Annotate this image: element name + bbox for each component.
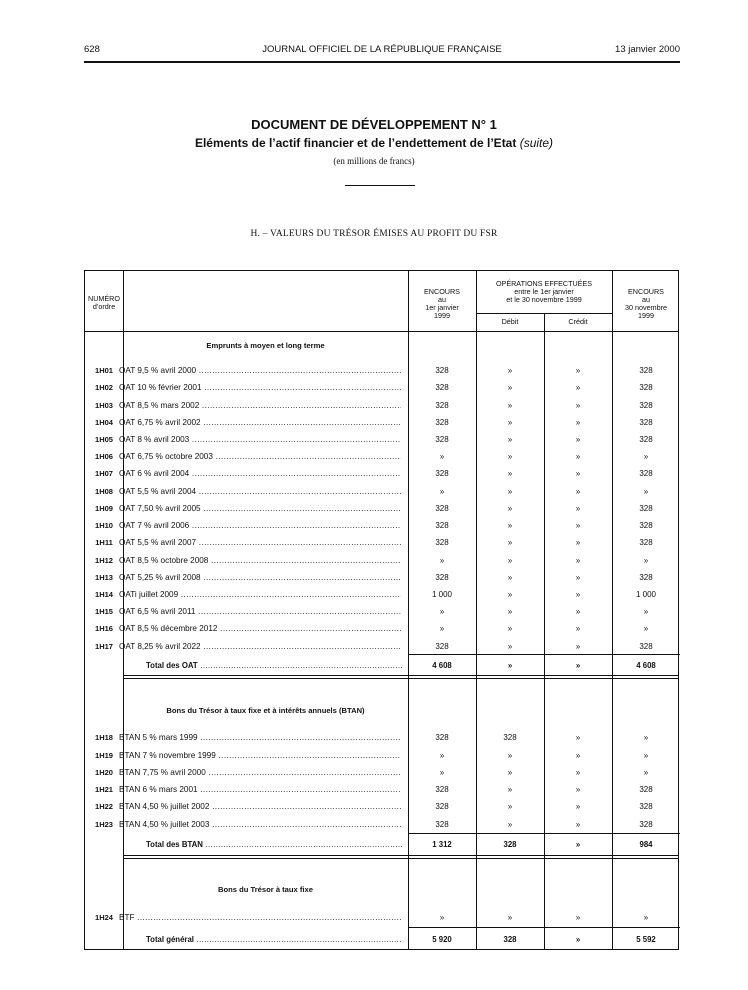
- credit-value: »: [575, 383, 581, 392]
- credit-value: »: [575, 366, 581, 375]
- row-number: 1H12: [95, 556, 113, 565]
- table-row: [85, 642, 680, 659]
- debit-value: »: [507, 504, 513, 513]
- table-row: [85, 401, 680, 418]
- header-encours-start: [408, 288, 476, 320]
- row-label: OAT 8,5 % octobre 2008 .....: [119, 556, 401, 565]
- table-row: [85, 521, 680, 538]
- encours-end-value: »: [643, 733, 649, 742]
- treasury-table: [84, 270, 679, 950]
- encours-end-value: 328: [639, 521, 653, 530]
- debit-value: »: [507, 590, 513, 599]
- encours-start-value: 328: [435, 418, 449, 427]
- encours-start-value: »: [439, 913, 445, 922]
- debit-value: »: [507, 538, 513, 547]
- encours-start-value: »: [439, 556, 445, 565]
- row-label: OAT 9,5 % avril 2000 .....: [119, 366, 401, 375]
- total-credit: »: [575, 840, 581, 849]
- table-row: [85, 504, 680, 521]
- debit-value: »: [507, 469, 513, 478]
- row-label: OAT 6,75 % avril 2002 .....: [119, 418, 401, 427]
- encours-end-value: »: [643, 624, 649, 633]
- table-row: [85, 751, 680, 768]
- encours-start-value: 328: [435, 366, 449, 375]
- encours-end-value: 328: [639, 418, 653, 427]
- header-numero: [85, 295, 123, 311]
- total-label: Total des OAT .....: [146, 661, 402, 670]
- debit-value: »: [507, 383, 513, 392]
- total-label: Total général .....: [146, 935, 402, 944]
- table-row: [85, 435, 680, 452]
- encours-start-value: 328: [435, 469, 449, 478]
- row-label: BTAN 4,50 % juillet 2002 .....: [119, 802, 401, 811]
- header-encours-end-l4: 1999: [638, 311, 654, 320]
- table-row: [85, 624, 680, 641]
- row-number: 1H16: [95, 624, 113, 633]
- header-numero-line1: NUMÉRO: [88, 294, 120, 303]
- credit-value: »: [575, 487, 581, 496]
- encours-start-value: »: [439, 624, 445, 633]
- total-debit: 328: [503, 840, 517, 849]
- row-number: 1H18: [95, 733, 113, 742]
- credit-value: »: [575, 573, 581, 582]
- encours-start-value: »: [439, 607, 445, 616]
- encours-start-value: 328: [435, 820, 449, 829]
- group-separator: [123, 858, 678, 859]
- encours-end-value: »: [643, 452, 649, 461]
- encours-start-value: 328: [435, 383, 449, 392]
- group-title: Bons du Trésor à taux fixe: [218, 885, 313, 894]
- header-credit: Crédit: [568, 317, 588, 326]
- encours-end-value: 328: [639, 573, 653, 582]
- row-number: 1H06: [95, 452, 113, 461]
- encours-end-value: »: [643, 487, 649, 496]
- debit-value: »: [507, 802, 513, 811]
- credit-value: »: [575, 435, 581, 444]
- row-label: BTAN 6 % mars 2001 .....: [119, 785, 401, 794]
- total-rule: [408, 654, 680, 655]
- row-label: OAT 6,5 % avril 2011 .....: [119, 607, 401, 616]
- row-label: OAT 8,5 % mars 2002 .....: [119, 401, 401, 410]
- row-label: OAT 5,25 % avril 2008 .....: [119, 573, 401, 582]
- debit-value: »: [507, 418, 513, 427]
- header-encours-end-l2: au: [642, 295, 650, 304]
- credit-value: »: [575, 469, 581, 478]
- debit-value: »: [507, 487, 513, 496]
- encours-end-value: 328: [639, 538, 653, 547]
- total-debit: »: [507, 661, 513, 670]
- subtitle-suffix: (suite): [519, 136, 554, 150]
- encours-start-value: »: [439, 751, 445, 760]
- title-divider: [345, 185, 415, 186]
- encours-start-value: »: [439, 487, 445, 496]
- total-row: [85, 935, 680, 952]
- header-encours-end-l3: 30 novembre: [625, 303, 667, 312]
- total-credit: »: [575, 661, 581, 670]
- encours-end-value: »: [643, 751, 649, 760]
- row-label: OAT 8,5 % décembre 2012 .....: [119, 624, 401, 633]
- credit-value: »: [575, 642, 581, 651]
- encours-end-value: »: [643, 913, 649, 922]
- table-row: [85, 452, 680, 469]
- credit-value: »: [575, 751, 581, 760]
- credit-value: »: [575, 802, 581, 811]
- row-number: 1H03: [95, 401, 113, 410]
- encours-end-value: 328: [639, 820, 653, 829]
- total-debit: 328: [503, 935, 517, 944]
- group-separator: [123, 855, 678, 856]
- table-row: [85, 590, 680, 607]
- encours-end-value: 328: [639, 469, 653, 478]
- debit-value: »: [507, 768, 513, 777]
- table-row: [85, 538, 680, 555]
- credit-value: »: [575, 607, 581, 616]
- encours-end-value: 328: [639, 785, 653, 794]
- debit-value: »: [507, 607, 513, 616]
- encours-start-value: 1 000: [431, 590, 453, 599]
- debit-value: »: [507, 751, 513, 760]
- table-row: [85, 366, 680, 383]
- credit-value: »: [575, 418, 581, 427]
- encours-start-value: »: [439, 452, 445, 461]
- encours-start-value: 328: [435, 785, 449, 794]
- encours-end-value: 328: [639, 401, 653, 410]
- credit-value: »: [575, 590, 581, 599]
- table-row: [85, 820, 680, 837]
- row-number: 1H21: [95, 785, 113, 794]
- row-number: 1H01: [95, 366, 113, 375]
- row-label: BTAN 7 % novembre 1999 .....: [119, 751, 401, 760]
- debit-value: »: [507, 401, 513, 410]
- table-row: [85, 383, 680, 400]
- subtitle-text: Eléments de l’actif financier et de l’endettement de l’Etat: [194, 136, 517, 150]
- row-number: 1H14: [95, 590, 113, 599]
- table-row: [85, 573, 680, 590]
- debit-value: »: [507, 521, 513, 530]
- table-row: [85, 487, 680, 504]
- debit-value: »: [507, 366, 513, 375]
- row-label: OAT 8,25 % avril 2022 .....: [119, 642, 401, 651]
- total-rule: [408, 927, 680, 928]
- document-title: DOCUMENT DE DÉVELOPPEMENT N° 1: [251, 117, 497, 132]
- encours-start-value: 328: [435, 573, 449, 582]
- total-encours-end: 984: [639, 840, 653, 849]
- header-operations-l2: entre le 1er janvier: [514, 287, 574, 296]
- header-encours-start-l2: au: [438, 295, 446, 304]
- total-rule: [408, 833, 680, 834]
- debit-value: 328: [503, 733, 517, 742]
- row-number: 1H22: [95, 802, 113, 811]
- header-operations: [476, 280, 612, 304]
- row-number: 1H07: [95, 469, 113, 478]
- row-number: 1H17: [95, 642, 113, 651]
- row-number: 1H24: [95, 913, 113, 922]
- credit-value: »: [575, 504, 581, 513]
- row-number: 1H10: [95, 521, 113, 530]
- debit-value: »: [507, 642, 513, 651]
- row-label: BTAN 5 % mars 1999 .....: [119, 733, 401, 742]
- page-number: 628: [84, 44, 100, 55]
- encours-start-value: 328: [435, 401, 449, 410]
- row-label: OAT 5,5 % avril 2004 .....: [119, 487, 401, 496]
- units-note: (en millions de francs): [333, 156, 415, 166]
- credit-value: »: [575, 768, 581, 777]
- credit-value: »: [575, 521, 581, 530]
- row-label: OAT 7,50 % avril 2005 .....: [119, 504, 401, 513]
- row-label: BTF .....: [119, 913, 401, 922]
- credit-value: »: [575, 556, 581, 565]
- debit-value: »: [507, 556, 513, 565]
- total-encours-end: 4 608: [636, 661, 656, 670]
- header-operations-l1: OPÉRATIONS EFFECTUÉES: [495, 279, 593, 288]
- encours-start-value: 328: [435, 733, 449, 742]
- table-row: [85, 768, 680, 785]
- debit-value: »: [507, 624, 513, 633]
- table-row: [85, 418, 680, 435]
- table-row: [85, 469, 680, 486]
- encours-start-value: 328: [435, 802, 449, 811]
- row-number: 1H20: [95, 768, 113, 777]
- row-number: 1H08: [95, 487, 113, 496]
- table-row: [85, 556, 680, 573]
- encours-start-value: 328: [435, 521, 449, 530]
- credit-value: »: [575, 820, 581, 829]
- total-encours-start: 4 608: [432, 661, 452, 670]
- debit-value: »: [507, 573, 513, 582]
- header-operations-l3: et le 30 novembre 1999: [506, 295, 582, 304]
- total-encours-end: 5 592: [636, 935, 656, 944]
- total-encours-start: 5 920: [432, 935, 452, 944]
- encours-start-value: 328: [435, 435, 449, 444]
- journal-title: JOURNAL OFFICIEL DE LA RÉPUBLIQUE FRANÇAISE: [262, 44, 502, 55]
- row-label: BTAN 7,75 % avril 2000 .....: [119, 768, 401, 777]
- credit-value: »: [575, 913, 581, 922]
- group-title: Emprunts à moyen et long terme: [206, 341, 325, 350]
- debit-value: »: [507, 435, 513, 444]
- total-credit: »: [575, 935, 581, 944]
- row-label: OAT 6 % avril 2004 .....: [119, 469, 401, 478]
- encours-end-value: »: [643, 607, 649, 616]
- table-row: [85, 733, 680, 750]
- debit-value: »: [507, 820, 513, 829]
- credit-value: »: [575, 401, 581, 410]
- encours-start-value: 328: [435, 538, 449, 547]
- header-encours-end-l1: ENCOURS: [628, 287, 664, 296]
- total-encours-start: 1 312: [432, 840, 452, 849]
- group-separator: [123, 678, 678, 679]
- header-encours-end: [612, 288, 680, 320]
- credit-value: »: [575, 733, 581, 742]
- row-number: 1H04: [95, 418, 113, 427]
- row-label: OAT 6,75 % octobre 2003 .....: [119, 452, 401, 461]
- row-label: OAT 8 % avril 2003 .....: [119, 435, 401, 444]
- row-number: 1H02: [95, 383, 113, 392]
- encours-end-value: »: [643, 768, 649, 777]
- row-number: 1H13: [95, 573, 113, 582]
- row-number: 1H15: [95, 607, 113, 616]
- group-title: Bons du Trésor à taux fixe et à intérêts annuels (BTAN): [166, 706, 365, 715]
- row-number: 1H23: [95, 820, 113, 829]
- encours-end-value: 1 000: [635, 590, 657, 599]
- header-bottom-rule: [85, 331, 678, 332]
- header-numero-line2: d’ordre: [92, 302, 116, 311]
- group-separator: [123, 675, 678, 676]
- encours-end-value: 328: [639, 642, 653, 651]
- row-number: 1H11: [95, 538, 113, 547]
- row-label: OATi juillet 2009 .....: [119, 590, 401, 599]
- table-row: [85, 785, 680, 802]
- row-label: OAT 7 % avril 2006 .....: [119, 521, 401, 530]
- header-encours-start-l1: ENCOURS: [424, 287, 460, 296]
- header-encours-start-l4: 1999: [434, 311, 450, 320]
- debit-value: »: [507, 452, 513, 461]
- row-label: OAT 10 % février 2001 .....: [119, 383, 401, 392]
- encours-start-value: »: [439, 768, 445, 777]
- table-row: [85, 607, 680, 624]
- row-label: BTAN 4,50 % juillet 2003 .....: [119, 820, 401, 829]
- header-encours-start-l3: 1er janvier: [425, 303, 459, 312]
- credit-value: »: [575, 785, 581, 794]
- encours-start-value: 328: [435, 504, 449, 513]
- row-number: 1H19: [95, 751, 113, 760]
- encours-end-value: 328: [639, 802, 653, 811]
- issue-date: 13 janvier 2000: [615, 44, 680, 55]
- row-label: OAT 5,5 % avril 2007 .....: [119, 538, 401, 547]
- credit-value: »: [575, 452, 581, 461]
- section-title: H. – VALEURS DU TRÉSOR ÉMISES AU PROFIT DU FSR: [250, 229, 498, 239]
- credit-value: »: [575, 538, 581, 547]
- encours-end-value: »: [643, 556, 649, 565]
- encours-end-value: 328: [639, 504, 653, 513]
- total-label: Total des BTAN .....: [146, 840, 402, 849]
- debit-value: »: [507, 913, 513, 922]
- encours-start-value: 328: [435, 642, 449, 651]
- table-row: [85, 802, 680, 819]
- row-number: 1H05: [95, 435, 113, 444]
- row-number: 1H09: [95, 504, 113, 513]
- running-header: [84, 44, 680, 58]
- encours-end-value: 328: [639, 366, 653, 375]
- header-subrule: [476, 313, 612, 314]
- document-subtitle: [0, 136, 748, 150]
- debit-value: »: [507, 785, 513, 794]
- header-debit: Débit: [501, 317, 519, 326]
- credit-value: »: [575, 624, 581, 633]
- header-rule: [84, 61, 680, 63]
- encours-end-value: 328: [639, 435, 653, 444]
- encours-end-value: 328: [639, 383, 653, 392]
